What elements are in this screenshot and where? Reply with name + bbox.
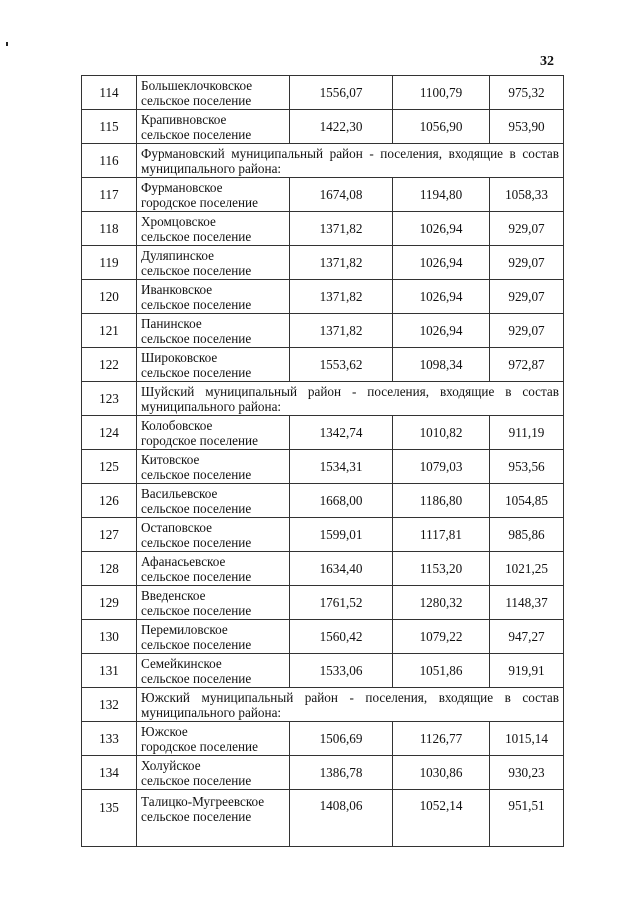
cell-text: 1079,22: [419, 629, 463, 644]
cell-text: 118: [99, 221, 119, 236]
district-heading: [137, 382, 564, 416]
value-col-1: [290, 280, 393, 314]
value-col-3: [490, 552, 564, 586]
cell-text: 1117,81: [420, 527, 462, 542]
value-col-2: [393, 654, 490, 688]
value-col-3: [490, 756, 564, 790]
cell-text: 1342,74: [319, 425, 363, 440]
cell-text: 1533,06: [319, 663, 363, 678]
settlement-name: [137, 722, 290, 756]
table-row-settlement: [82, 620, 564, 654]
cell-text: 1371,82: [319, 255, 363, 270]
cell-text: 929,07: [508, 323, 545, 338]
cell-text: 134: [99, 765, 119, 780]
settlement-name: [137, 110, 290, 144]
row-number: [82, 280, 137, 314]
value-col-1: [290, 416, 393, 450]
cell-text: 132: [99, 697, 119, 712]
cell-text: 122: [99, 357, 119, 372]
value-col-3: [490, 314, 564, 348]
value-col-2: [393, 314, 490, 348]
settlement-name: [137, 348, 290, 382]
value-col-3: [490, 620, 564, 654]
cell-text: 128: [99, 561, 119, 576]
cell-text: 1148,37: [505, 595, 548, 610]
cell-text: 1054,85: [505, 493, 548, 508]
row-number: [82, 144, 137, 178]
value-col-3: [490, 348, 564, 382]
row-number: [82, 382, 137, 416]
cell-text: 117: [99, 187, 119, 202]
value-col-1: [290, 756, 393, 790]
value-col-3: [490, 178, 564, 212]
table-row-settlement: [82, 518, 564, 552]
table-row-settlement: [82, 450, 564, 484]
settlement-name-line1: Введенское: [141, 587, 206, 603]
settlement-name: [137, 586, 290, 620]
cell-text: 1153,20: [419, 561, 463, 576]
table-row-settlement: [82, 212, 564, 246]
table-row-district-header: [82, 688, 564, 722]
table-body: [82, 76, 564, 847]
settlement-name-line1: Колобовское: [141, 417, 213, 433]
cell-text: 1052,14: [419, 798, 463, 813]
settlement-name-line1: Перемиловское: [141, 621, 228, 637]
table-row-settlement: [82, 722, 564, 756]
cell-text: 1194,80: [419, 187, 463, 202]
settlement-name: [137, 450, 290, 484]
value-col-2: [393, 348, 490, 382]
settlement-name-line2: сельское поселение: [141, 568, 252, 584]
settlement-name-line2: сельское поселение: [141, 364, 252, 380]
row-number: [82, 790, 137, 847]
table-row-settlement: [82, 280, 564, 314]
value-col-2: [393, 450, 490, 484]
cell-text: 131: [99, 663, 119, 678]
row-number: [82, 76, 137, 110]
settlement-name-line2: сельское поселение: [141, 466, 252, 482]
cell-text: 1126,77: [419, 731, 463, 746]
value-col-3: [490, 722, 564, 756]
settlement-name: [137, 314, 290, 348]
row-number: [82, 348, 137, 382]
settlement-name-line2: городское поселение: [141, 432, 258, 448]
value-col-3: [490, 416, 564, 450]
settlement-name-line1: Крапивновское: [141, 111, 227, 127]
table-row-settlement: [82, 654, 564, 688]
table-row-district-header: [82, 144, 564, 178]
cell-text: 126: [99, 493, 119, 508]
settlement-name-line1: Фурмановское: [141, 179, 223, 195]
settlement-name-line2: сельское поселение: [141, 602, 252, 618]
cell-text: 953,56: [508, 459, 545, 474]
cell-text: 1100,79: [419, 85, 463, 100]
cell-text: 972,87: [508, 357, 545, 372]
cell-text: 1553,62: [319, 357, 363, 372]
cell-text: 930,23: [508, 765, 545, 780]
value-col-3: [490, 790, 564, 847]
cell-text: 947,27: [508, 629, 545, 644]
cell-text: 1556,07: [319, 85, 363, 100]
value-col-2: [393, 552, 490, 586]
cell-text: 123: [99, 391, 119, 406]
cell-text: 1056,90: [419, 119, 463, 134]
cell-text: 1668,00: [319, 493, 363, 508]
value-col-1: [290, 722, 393, 756]
table-row-settlement: [82, 790, 564, 847]
cell-text: 929,07: [508, 221, 545, 236]
value-col-2: [393, 76, 490, 110]
cell-text: 1371,82: [319, 221, 363, 236]
row-number: [82, 450, 137, 484]
cell-text: 953,90: [508, 119, 545, 134]
settlement-name-line1: Хромцовское: [141, 213, 216, 229]
row-number: [82, 110, 137, 144]
settlement-name-line2: сельское поселение: [141, 534, 252, 550]
settlement-name-line2: городское поселение: [141, 738, 258, 754]
settlement-name-line1: Китовское: [141, 451, 200, 467]
cell-text: 1079,03: [419, 459, 463, 474]
cell-text: 1408,06: [319, 798, 363, 813]
table-row-settlement: [82, 416, 564, 450]
row-number: [82, 484, 137, 518]
cell-text: 119: [99, 255, 119, 270]
table-row-settlement: [82, 246, 564, 280]
cell-text: 1058,33: [505, 187, 548, 202]
value-col-1: [290, 110, 393, 144]
settlement-name: [137, 552, 290, 586]
cell-text: 985,86: [508, 527, 545, 542]
value-col-1: [290, 620, 393, 654]
cell-text: 1506,69: [319, 731, 363, 746]
value-col-1: [290, 76, 393, 110]
value-col-1: [290, 790, 393, 847]
cell-text: 929,07: [508, 255, 545, 270]
value-col-3: [490, 484, 564, 518]
table-row-district-header: [82, 382, 564, 416]
value-col-1: [290, 314, 393, 348]
settlement-name: [137, 178, 290, 212]
value-col-3: [490, 212, 564, 246]
settlement-name-line2: сельское поселение: [141, 500, 252, 516]
cell-text: 115: [99, 119, 119, 134]
cell-text: 1422,30: [319, 119, 363, 134]
cell-text: 129: [99, 595, 119, 610]
cell-text: 1761,52: [319, 595, 363, 610]
settlement-name-line1: Дуляпинское: [141, 247, 215, 263]
cell-text: 1051,86: [419, 663, 463, 678]
settlement-name-line2: сельское поселение: [141, 670, 252, 686]
settlement-name-line2: сельское поселение: [141, 330, 252, 346]
settlement-name-line2: сельское поселение: [141, 296, 252, 312]
value-col-1: [290, 484, 393, 518]
settlement-name-line2: городское поселение: [141, 194, 258, 210]
value-col-1: [290, 246, 393, 280]
cell-text: 1386,78: [319, 765, 363, 780]
district-heading: [137, 688, 564, 722]
settlement-name: [137, 620, 290, 654]
settlement-name-line1: Южское: [141, 723, 188, 739]
row-number: [82, 756, 137, 790]
district-heading: [137, 144, 564, 178]
settlement-name-line2: сельское поселение: [141, 262, 252, 278]
cell-text: 1534,31: [319, 459, 363, 474]
settlement-name-line1: Широковское: [141, 349, 218, 365]
cell-text: 1280,32: [419, 595, 463, 610]
settlement-name-line1: Семейкинское: [141, 655, 222, 671]
cell-text: 951,51: [508, 798, 545, 813]
settlement-name: [137, 212, 290, 246]
value-col-3: [490, 518, 564, 552]
cell-text: 1371,82: [319, 289, 363, 304]
row-number: [82, 688, 137, 722]
cell-text: 135: [99, 800, 119, 815]
settlement-name-line2: сельское поселение: [141, 809, 252, 824]
row-number: [82, 416, 137, 450]
value-col-1: [290, 586, 393, 620]
cell-text: 125: [99, 459, 119, 474]
table-row-settlement: [82, 76, 564, 110]
cell-text: 975,32: [508, 85, 545, 100]
value-col-1: [290, 450, 393, 484]
settlement-name: [137, 280, 290, 314]
table-row-settlement: [82, 586, 564, 620]
settlement-name-line2: сельское поселение: [141, 126, 252, 142]
cell-text: 1560,42: [319, 629, 363, 644]
value-col-2: [393, 484, 490, 518]
settlement-name: [137, 518, 290, 552]
cell-text: 1026,94: [419, 323, 463, 338]
value-col-2: [393, 416, 490, 450]
table-row-settlement: [82, 110, 564, 144]
value-col-2: [393, 620, 490, 654]
row-number: [82, 722, 137, 756]
table-row-settlement: [82, 552, 564, 586]
settlement-name: [137, 756, 290, 790]
value-col-3: [490, 280, 564, 314]
settlement-name: [137, 76, 290, 110]
row-number: [82, 178, 137, 212]
cell-text: 133: [99, 731, 119, 746]
cell-text: Шуйский муниципальный район - поселения, входящие в состав муниципального района:: [141, 383, 559, 414]
table-row-settlement: [82, 314, 564, 348]
value-col-3: [490, 246, 564, 280]
value-col-2: [393, 790, 490, 847]
value-col-2: [393, 722, 490, 756]
table-row-settlement: [82, 348, 564, 382]
settlement-name: [137, 246, 290, 280]
value-col-1: [290, 178, 393, 212]
cell-text: Фурмановский муниципальный район - поселения, входящие в состав муниципального района:: [141, 145, 559, 176]
cell-text: 1634,40: [319, 561, 363, 576]
settlement-name-line2: сельское поселение: [141, 772, 252, 788]
settlement-name: [137, 416, 290, 450]
value-col-3: [490, 450, 564, 484]
value-col-3: [490, 76, 564, 110]
row-number: [82, 654, 137, 688]
cell-text: Южский муниципальный район - поселения, входящие в состав муниципального района:: [141, 689, 559, 720]
row-number: [82, 620, 137, 654]
row-number: [82, 586, 137, 620]
row-number: [82, 212, 137, 246]
cell-text: 1026,94: [419, 255, 463, 270]
page-number: 32: [540, 54, 554, 69]
value-col-3: [490, 654, 564, 688]
settlement-name-line1: Афанасьевское: [141, 553, 226, 569]
cell-text: 1098,34: [419, 357, 463, 372]
cell-text: 130: [99, 629, 119, 644]
settlement-name: [137, 484, 290, 518]
value-col-2: [393, 246, 490, 280]
value-col-2: [393, 756, 490, 790]
settlement-name: [137, 654, 290, 688]
row-number: [82, 314, 137, 348]
table-row-settlement: [82, 178, 564, 212]
table-row-settlement: [82, 484, 564, 518]
cell-text: 1026,94: [419, 221, 463, 236]
scan-artifact-mark: [6, 42, 8, 46]
cell-text: 1371,82: [319, 323, 363, 338]
settlement-name-line2: сельское поселение: [141, 636, 252, 652]
cell-text: 1599,01: [319, 527, 363, 542]
value-col-2: [393, 110, 490, 144]
value-col-3: [490, 586, 564, 620]
cell-text: 120: [99, 289, 119, 304]
row-number: [82, 552, 137, 586]
value-col-1: [290, 212, 393, 246]
cell-text: 929,07: [508, 289, 545, 304]
value-col-2: [393, 178, 490, 212]
cell-text: 1010,82: [419, 425, 463, 440]
value-col-1: [290, 654, 393, 688]
cell-text: 1674,08: [319, 187, 363, 202]
settlement-name-line2: сельское поселение: [141, 92, 252, 108]
cell-text: 127: [99, 527, 119, 542]
cell-text: 116: [99, 153, 119, 168]
value-col-1: [290, 552, 393, 586]
settlement-name-line1: Панинское: [141, 315, 202, 331]
settlement-name-line1: Васильевское: [141, 485, 218, 501]
cell-text: 919,91: [508, 663, 545, 678]
cell-text: 1026,94: [419, 289, 463, 304]
cell-text: 124: [99, 425, 119, 440]
settlement-name-line1: Талицко-Мугреевское: [141, 794, 265, 809]
cell-text: 1015,14: [505, 731, 548, 746]
value-col-2: [393, 586, 490, 620]
cell-text: 1030,86: [419, 765, 463, 780]
value-col-3: [490, 110, 564, 144]
cell-text: 121: [99, 323, 119, 338]
value-col-2: [393, 280, 490, 314]
table-row-settlement: [82, 756, 564, 790]
settlement-name-line1: Остаповское: [141, 519, 212, 535]
cell-text: 1021,25: [505, 561, 548, 576]
value-col-1: [290, 348, 393, 382]
cell-text: 114: [99, 85, 119, 100]
settlement-name: [137, 790, 290, 847]
settlement-name-line1: Холуйское: [141, 757, 201, 773]
row-number: [82, 518, 137, 552]
settlement-name-line1: Иванковское: [141, 281, 213, 297]
row-number: [82, 246, 137, 280]
cell-text: 1186,80: [419, 493, 463, 508]
settlement-name-line2: сельское поселение: [141, 228, 252, 244]
value-col-2: [393, 212, 490, 246]
settlement-name-line1: Большеклочковское: [141, 77, 253, 93]
value-col-2: [393, 518, 490, 552]
value-col-1: [290, 518, 393, 552]
cell-text: 911,19: [508, 425, 545, 440]
tariff-table: [81, 75, 564, 847]
